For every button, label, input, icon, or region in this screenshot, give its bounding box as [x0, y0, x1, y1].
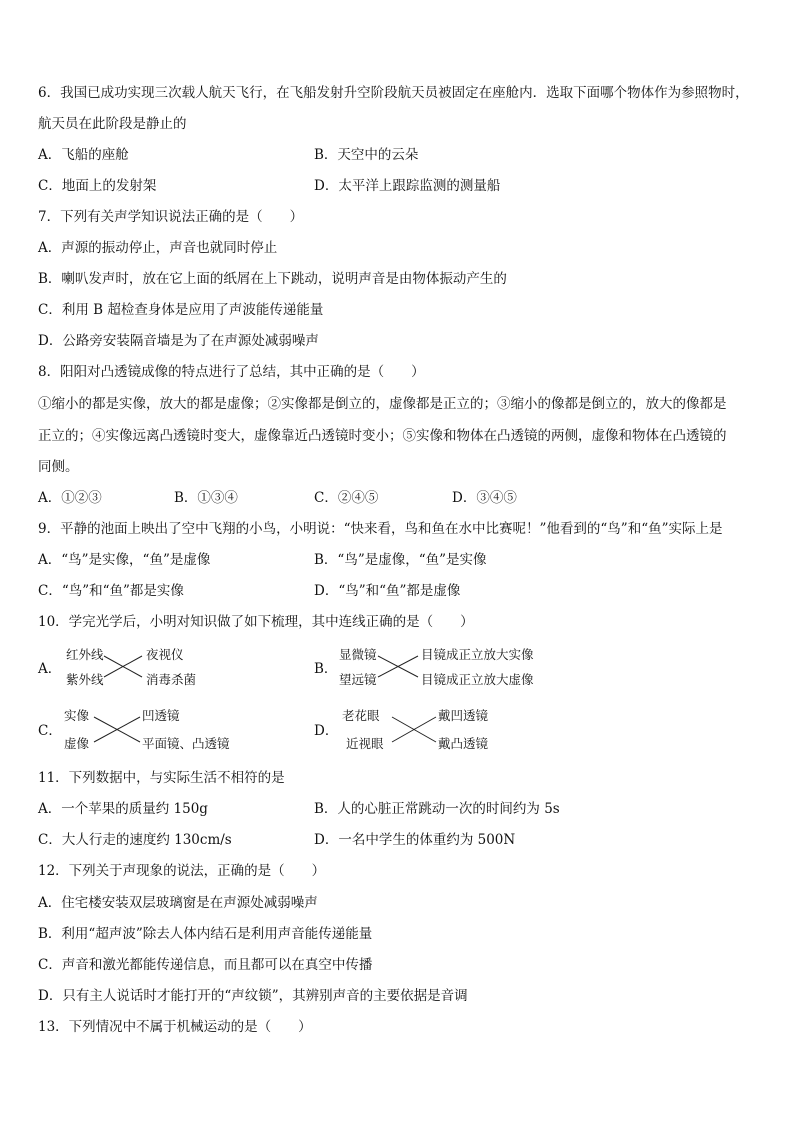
q10-c-left-bottom: 虚像 — [64, 736, 90, 751]
q10-b-left-bottom: 望远镜 — [339, 672, 377, 687]
q12-option-b: B．利用“超声波”除去人体内结石是利用声音能传递能量 — [38, 926, 373, 942]
q9-option-c: C．“鸟”和“鱼”都是实像 — [38, 583, 184, 599]
q13-stem: 13．下列情况中不属于机械运动的是（ ） — [38, 1019, 312, 1035]
q10-option-a-label: A． — [38, 661, 62, 677]
q6-option-c: C．地面上的发射架 — [38, 178, 157, 194]
q10-c-cross-lines — [94, 713, 142, 749]
q8-text-line1: ①缩小的都是实像，放大的都是虚像；②实像都是倒立的，虚像都是正立的；③缩小的像都是倒立的，放大的像都是 — [38, 396, 727, 412]
q10-b-cross-lines — [378, 652, 420, 684]
q8-stem: 8．阳阳对凸透镜成像的特点进行了总结，其中正确的是（ ） — [38, 364, 425, 380]
q10-d-cross-lines — [392, 713, 438, 749]
q10-c-left-top: 实像 — [64, 708, 90, 723]
q8-text-line3: 同侧。 — [38, 459, 79, 475]
q6-option-d: D．太平洋上跟踪监测的测量船 — [314, 178, 501, 194]
q10-d-left-top: 老花眼 — [342, 708, 380, 723]
q10-option-b-label: B． — [314, 661, 338, 677]
q12-option-a: A．住宅楼安装双层玻璃窗是在声源处减弱噪声 — [38, 895, 318, 911]
q11-option-a: A．一个苹果的质量约 150g — [38, 801, 208, 817]
q12-option-c: C．声音和激光都能传递信息，而且都可以在真空中传播 — [38, 957, 373, 973]
q7-option-a: A．声源的振动停止，声音也就同时停止 — [38, 240, 278, 256]
q10-a-left-top: 红外线 — [66, 647, 104, 662]
q12-option-d: D．只有主人说话时才能打开的“声纹锁”，其辨别声音的主要依据是音调 — [38, 988, 468, 1004]
q12-stem: 12．下列关于声现象的说法，正确的是（ ） — [38, 863, 326, 879]
q8-text-line2: 正立的；④实像远离凸透镜时变大，虚像靠近凸透镜时变小；⑤实像和物体在凸透镜的两侧，虚像和物体在凸透镜的 — [38, 428, 727, 444]
q8-option-d: D．③④⑤ — [452, 490, 517, 506]
q10-a-cross-lines — [104, 652, 144, 684]
q10-a-left-bottom: 紫外线 — [66, 672, 104, 687]
q7-option-d: D．公路旁安装隔音墙是为了在声源处减弱噪声 — [38, 333, 319, 349]
q6-option-b: B．天空中的云朵 — [314, 147, 419, 163]
q6-option-a: A．飞船的座舱 — [38, 147, 129, 163]
q9-option-b: B．“鸟”是虚像，“鱼”是实像 — [314, 552, 487, 568]
q9-option-a: A．“鸟”是实像，“鱼”是虚像 — [38, 552, 211, 568]
q10-d-left-bottom: 近视眼 — [346, 736, 384, 751]
q10-b-right-top: 目镜成正立放大实像 — [421, 647, 534, 662]
q10-d-right-top: 戴凹透镜 — [438, 708, 489, 723]
q8-option-a: A．①②③ — [38, 490, 102, 506]
q7-option-b: B．喇叭发声时，放在它上面的纸屑在上下跳动，说明声音是由物体振动产生的 — [38, 271, 507, 287]
q10-option-c-label: C． — [38, 723, 62, 739]
q7-option-c: C．利用 B 超检查身体是应用了声波能传递能量 — [38, 302, 324, 318]
q6-stem-line2: 航天员在此阶段是静止的 — [38, 116, 187, 132]
q10-c-right-bottom: 平面镜、凸透镜 — [142, 736, 230, 751]
q11-option-c: C．大人行走的速度约 130cm/s — [38, 832, 232, 848]
q6-stem-line1: 6．我国已成功实现三次载人航天飞行，在飞船发射升空阶段航天员被固定在座舱内．选取下面哪个物体作为参照物时， — [38, 85, 749, 101]
q11-option-b: B．人的心脏正常跳动一次的时间约为 5s — [314, 801, 560, 817]
q10-a-right-top: 夜视仪 — [146, 647, 184, 662]
q8-option-c: C．②④⑤ — [314, 490, 379, 506]
q10-stem: 10．学完光学后，小明对知识做了如下梳理，其中连线正确的是（ ） — [38, 614, 474, 630]
q11-option-d: D．一名中学生的体重约为 500N — [314, 832, 516, 848]
q9-option-d: D．“鸟”和“鱼”都是虚像 — [314, 583, 461, 599]
q10-c-right-top: 凹透镜 — [142, 708, 180, 723]
q10-option-d-label: D． — [314, 723, 339, 739]
q10-b-right-bottom: 目镜成正立放大虚像 — [421, 672, 534, 687]
q10-b-left-top: 显微镜 — [339, 647, 377, 662]
q10-a-right-bottom: 消毒杀菌 — [146, 672, 197, 687]
q11-stem: 11．下列数据中，与实际生活不相符的是 — [38, 770, 285, 786]
q8-option-b: B．①③④ — [174, 490, 238, 506]
q10-d-right-bottom: 戴凸透镜 — [438, 736, 489, 751]
q9-stem: 9．平静的池面上映出了空中飞翔的小鸟，小明说：“快来看，鸟和鱼在水中比赛呢！”他看到的“鸟”和“鱼”实际上是 — [38, 521, 723, 537]
q7-stem: 7．下列有关声学知识说法正确的是（ ） — [38, 209, 304, 225]
